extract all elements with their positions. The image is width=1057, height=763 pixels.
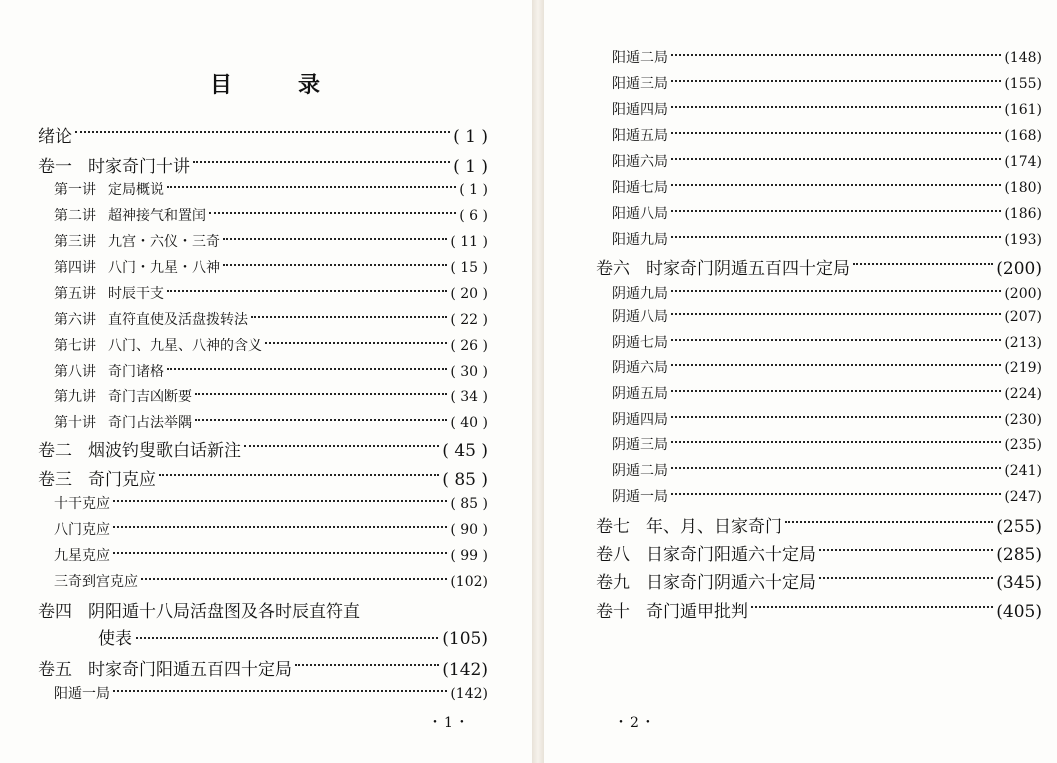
toc-entry-number: 阴遁九局 [612, 286, 668, 302]
toc-entry-number: 绪论 [38, 127, 72, 147]
toc-entry-label [612, 486, 668, 506]
dot-leader [141, 577, 447, 580]
toc-entry [596, 568, 1042, 593]
dot-leader [853, 262, 993, 265]
toc-entry-page: (241) [1004, 463, 1042, 479]
toc-entry-title: 八门・九星・八神 [108, 260, 220, 276]
toc-entry-label [38, 152, 190, 177]
dot-leader [671, 466, 1001, 469]
toc-entry-label [54, 361, 164, 381]
dot-leader [671, 312, 1001, 315]
toc-entry-label [612, 383, 668, 403]
toc-entry-label [596, 597, 748, 622]
toc-entry-page: ( 6 ) [459, 208, 488, 224]
toc-entry-page: (235) [1004, 437, 1042, 453]
toc-entry-number: 阴遁五局 [612, 386, 668, 402]
toc-entry-number: 阳遁四局 [612, 102, 668, 118]
toc-entry-label [612, 229, 668, 249]
toc-entry-number: 阴遁二局 [612, 463, 668, 479]
toc-entry-label [54, 519, 110, 539]
toc-entry-page: (155) [1004, 76, 1042, 92]
dot-leader [223, 237, 447, 240]
dot-leader [251, 315, 447, 318]
toc-entry-label [54, 231, 220, 251]
toc-entry-page: ( 99 ) [450, 548, 488, 564]
toc-entry-title: 奇门诸格 [108, 364, 164, 380]
toc-entry [596, 597, 1042, 622]
dot-leader [671, 79, 1001, 82]
toc-entry-label [54, 683, 110, 703]
toc-entry-number: 卷六 [596, 259, 630, 279]
toc-entry-title: 八门、九星、八神的含义 [108, 338, 262, 354]
toc-entry-number: 阳遁三局 [612, 76, 668, 92]
toc-entry-label [596, 568, 816, 593]
toc-entry-label [54, 493, 110, 513]
dot-leader [265, 341, 447, 344]
toc-title [0, 68, 532, 99]
toc-entry [612, 47, 1042, 67]
dot-leader [671, 131, 1001, 134]
dot-leader [195, 392, 447, 395]
toc-continuation-line [98, 624, 488, 649]
toc-entry-number: 卷九 [596, 573, 630, 593]
toc-entry [54, 683, 488, 703]
dot-leader [671, 363, 1001, 366]
toc-entry-label [54, 205, 206, 225]
toc-entry-number: 卷二 [38, 441, 72, 461]
toc-entry-page: (285) [996, 545, 1042, 565]
toc-entry [54, 205, 488, 225]
toc-entry-label [596, 254, 850, 279]
toc-entry [612, 177, 1042, 197]
toc-entry [38, 655, 488, 680]
toc-entry-number: 阳遁五局 [612, 128, 668, 144]
toc-entry-page: (207) [1004, 309, 1042, 325]
toc-entry-page: ( 20 ) [450, 286, 488, 302]
dot-leader [671, 157, 1001, 160]
toc-entry [54, 519, 488, 539]
toc-entry-title: 时家奇门十讲 [88, 157, 190, 177]
toc-entry [54, 257, 488, 277]
toc-entry-label [612, 306, 668, 326]
toc-entry-label [612, 125, 668, 145]
toc-entry [612, 203, 1042, 223]
toc-entry [612, 486, 1042, 506]
toc-entry-number: 卷三 [38, 470, 72, 490]
toc-entry [54, 571, 488, 591]
toc-entry-number: 第一讲 [54, 182, 96, 198]
dot-leader [671, 389, 1001, 392]
dot-leader [671, 289, 1001, 292]
toc-entry-number: 第三讲 [54, 234, 96, 250]
toc-entry-page: (148) [1004, 50, 1042, 66]
toc-entry-page: ( 40 ) [450, 415, 488, 431]
toc-entry-number: 卷十 [596, 602, 630, 622]
toc-entry [596, 254, 1042, 279]
toc-entry [54, 361, 488, 381]
toc-entry-title: 年、月、日家奇门 [646, 517, 782, 537]
toc-entry-label [54, 412, 192, 432]
folio-right: ・2・ [614, 715, 657, 731]
dot-leader [159, 473, 439, 476]
toc-entry-page: (405) [996, 602, 1042, 622]
toc-entry-label [54, 335, 262, 355]
toc-entry [612, 151, 1042, 171]
toc-entry [38, 436, 488, 461]
toc-entry-page: (193) [1004, 232, 1042, 248]
toc-entry-number: 阳遁二局 [612, 50, 668, 66]
toc-entry-page: (161) [1004, 102, 1042, 118]
dot-leader [167, 289, 447, 292]
dot-leader [193, 160, 450, 163]
toc-entry-number: 阴遁四局 [612, 412, 668, 428]
toc-entry-number: 阴遁八局 [612, 309, 668, 325]
toc-entry-page: (200) [1004, 286, 1042, 302]
dot-leader [113, 499, 447, 502]
toc-entry-page: ( 1 ) [453, 157, 488, 177]
dot-leader [671, 209, 1001, 212]
toc-entry [612, 357, 1042, 377]
toc-entry-title: 奇门克应 [88, 470, 156, 490]
toc-entry-label [612, 73, 668, 93]
toc-entry-label [612, 409, 668, 429]
toc-entry-page: ( 30 ) [450, 364, 488, 380]
toc-entry-number: 阴遁六局 [612, 360, 668, 376]
toc-entry-number: 阳遁七局 [612, 180, 668, 196]
toc-entry [612, 434, 1042, 454]
toc-entry [54, 335, 488, 355]
toc-entry-title: 超神接气和置闰 [108, 208, 206, 224]
toc-entry [54, 493, 488, 513]
title-char-1: 目 [209, 72, 234, 98]
toc-entry-number: 阳遁九局 [612, 232, 668, 248]
toc-entry-title: 时辰干支 [108, 286, 164, 302]
dot-leader [75, 130, 450, 133]
toc-entry-number: 阴遁一局 [612, 489, 668, 505]
toc-entry-page: ( 1 ) [453, 127, 488, 147]
toc-entry-label [38, 597, 360, 622]
title-char-2: 录 [298, 72, 323, 98]
toc-entry-title: 日家奇门阴遁六十定局 [646, 573, 816, 593]
toc-entry [612, 229, 1042, 249]
dot-leader [671, 338, 1001, 341]
toc-entry [54, 231, 488, 251]
toc-entry [612, 125, 1042, 145]
toc-entry-label [612, 434, 668, 454]
toc-entry-page: ( 85 ) [450, 496, 488, 512]
dot-leader [671, 415, 1001, 418]
toc-entry-page: (142) [450, 686, 488, 702]
toc-entry-label [38, 122, 72, 147]
toc-entry [612, 99, 1042, 119]
toc-entry-title: 时家奇门阴遁五百四十定局 [646, 259, 850, 279]
dot-leader [223, 263, 447, 266]
dot-leader [195, 418, 447, 421]
toc-entry-number: 十干克应 [54, 496, 110, 512]
toc-entry-label [612, 47, 668, 67]
toc-entry-number: 第二讲 [54, 208, 96, 224]
toc-entry-label [612, 99, 668, 119]
dot-leader [136, 637, 438, 639]
toc-entry-title: 奇门占法举隅 [108, 415, 192, 431]
toc-entry [612, 383, 1042, 403]
toc-entry [54, 386, 488, 406]
toc-entry [612, 409, 1042, 429]
toc-entry-label [612, 283, 668, 303]
toc-entry-number: 第四讲 [54, 260, 96, 276]
dot-leader [113, 525, 447, 528]
toc-entry-title: 奇门遁甲批判 [646, 602, 748, 622]
toc-entry-label [54, 179, 164, 199]
toc-entry [596, 512, 1042, 537]
toc-entry-number: 卷七 [596, 517, 630, 537]
toc-entry [54, 412, 488, 432]
toc-entry-title: 烟波钓叟歌白话新注 [88, 441, 241, 461]
toc-entry-page: (345) [996, 573, 1042, 593]
toc-entry-label [54, 545, 110, 565]
dot-leader [751, 605, 993, 608]
toc-entry-number: 卷八 [596, 545, 630, 565]
dot-leader [671, 183, 1001, 186]
toc-entry-label [54, 571, 138, 591]
right-page [544, 0, 1057, 763]
toc-entry-page: (180) [1004, 180, 1042, 196]
dot-leader [244, 444, 439, 447]
toc-entry-title: 日家奇门阳遁六十定局 [646, 545, 816, 565]
toc-entry-page: (186) [1004, 206, 1042, 222]
dot-leader [671, 492, 1001, 495]
toc-entry [38, 122, 488, 147]
toc-entry-number: 八门克应 [54, 522, 110, 538]
dot-leader [785, 520, 993, 523]
folio-left: ・1・ [428, 715, 471, 731]
toc-entry-number: 三奇到宫克应 [54, 574, 138, 590]
toc-entry-number: 第七讲 [54, 338, 96, 354]
toc-entry-page: (200) [996, 259, 1042, 279]
toc-entry-number: 卷一 [38, 157, 72, 177]
toc-entry-page: ( 45 ) [442, 441, 488, 461]
toc-entry-page: ( 26 ) [450, 338, 488, 354]
toc-entry-label [38, 655, 292, 680]
toc-entry-page: (224) [1004, 386, 1042, 402]
toc-entry-label [38, 465, 156, 490]
toc-entry [38, 465, 488, 490]
toc-entry-label [612, 357, 668, 377]
dot-leader [819, 576, 993, 579]
toc-entry [612, 283, 1042, 303]
toc-entry-number: 阴遁三局 [612, 437, 668, 453]
toc-entry-page: (230) [1004, 412, 1042, 428]
toc-entry-label [54, 309, 248, 329]
toc-entry-page: (168) [1004, 128, 1042, 144]
toc-entry-page: ( 90 ) [450, 522, 488, 538]
toc-entry-number: 阳遁六局 [612, 154, 668, 170]
toc-entry-page: ( 11 ) [450, 234, 488, 250]
toc-entry-page: (102) [450, 574, 488, 590]
toc-entry [54, 179, 488, 199]
dot-leader [819, 548, 993, 551]
dot-leader [295, 663, 439, 666]
toc-entry-number: 第八讲 [54, 364, 96, 380]
toc-entry-label [612, 151, 668, 171]
dot-leader [671, 105, 1001, 108]
toc-entry [596, 540, 1042, 565]
toc-entry-label [612, 332, 668, 352]
toc-entry-number: 九星克应 [54, 548, 110, 564]
toc-entry [38, 597, 488, 622]
toc-entry [612, 73, 1042, 93]
toc-entry-label [596, 540, 816, 565]
toc-entry [612, 460, 1042, 480]
toc-entry-number: 第六讲 [54, 312, 96, 328]
toc-entry-page: (142) [442, 660, 488, 680]
toc-entry-label [54, 386, 192, 406]
toc-entry-page: ( 85 ) [442, 470, 488, 490]
toc-entry-title: 定局概说 [108, 182, 164, 198]
toc-entry-number: 阳遁八局 [612, 206, 668, 222]
toc-entry-number: 第五讲 [54, 286, 96, 302]
toc-entry-page: (247) [1004, 489, 1042, 505]
toc-entry-title: 九宫・六仪・三奇 [108, 234, 220, 250]
book-gutter [532, 0, 544, 763]
toc-entry-label [596, 512, 782, 537]
dot-leader [671, 235, 1001, 238]
dot-leader [209, 211, 456, 214]
dot-leader [671, 440, 1001, 443]
toc-entry-title: 奇门吉凶断要 [108, 389, 192, 405]
toc-entry-page: ( 34 ) [450, 389, 488, 405]
toc-entry-label [38, 436, 241, 461]
toc-entry [612, 332, 1042, 352]
toc-entry-number: 第十讲 [54, 415, 96, 431]
dot-leader [671, 53, 1001, 56]
toc-entry-page: (213) [1004, 335, 1042, 351]
toc-entry-page: (174) [1004, 154, 1042, 170]
toc-entry-title: 直符直使及活盘拨转法 [108, 312, 248, 328]
toc-entry-label [54, 283, 164, 303]
toc-entry-number: 阳遁一局 [54, 686, 110, 702]
toc-entry-page: ( 1 ) [459, 182, 488, 198]
toc-entry-number: 阴遁七局 [612, 335, 668, 351]
toc-entry-page: ( 15 ) [450, 260, 488, 276]
toc-entry [54, 309, 488, 329]
continuation-label: 使表 [98, 629, 132, 649]
continuation-page: (105) [442, 629, 488, 649]
toc-entry-page: ( 22 ) [450, 312, 488, 328]
toc-entry [54, 545, 488, 565]
toc-entry-number: 卷四 [38, 602, 72, 622]
toc-entry [612, 306, 1042, 326]
toc-entry [54, 283, 488, 303]
toc-entry-page: (219) [1004, 360, 1042, 376]
dot-leader [167, 185, 456, 188]
dot-leader [113, 689, 447, 692]
dot-leader [167, 367, 447, 370]
toc-entry-page: (255) [996, 517, 1042, 537]
toc-entry-title: 阴阳遁十八局活盘图及各时辰直符直 [88, 602, 360, 622]
toc-entry-number: 第九讲 [54, 389, 96, 405]
toc-entry-label [612, 177, 668, 197]
toc-entry [38, 152, 488, 177]
toc-entry-label [54, 257, 220, 277]
toc-entry-number: 卷五 [38, 660, 72, 680]
toc-entry-title: 时家奇门阳遁五百四十定局 [88, 660, 292, 680]
toc-entry-label [612, 460, 668, 480]
toc-entry-label [612, 203, 668, 223]
dot-leader [113, 551, 447, 554]
